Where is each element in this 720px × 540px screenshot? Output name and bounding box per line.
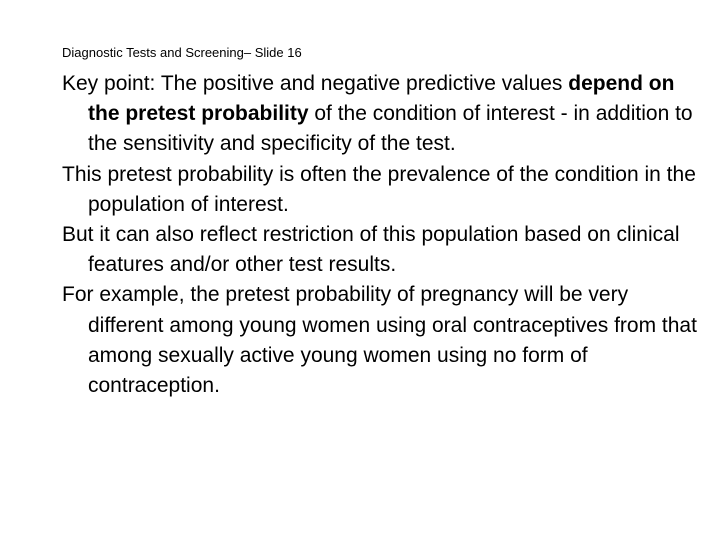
slide-body — [62, 69, 702, 401]
example-paragraph: For example, the pretest probability of pregnancy will be very different among young women using oral contraceptives from that among sexually active young women using no form of contraception. — [62, 283, 697, 398]
prevalence-paragraph: This pretest probability is often the prevalence of the condition in the population of interest. — [62, 162, 696, 216]
key-point-text-end: of the condition of interest - in addition to the sensitivity and specificity of the test. — [88, 102, 693, 156]
key-point-text-start: Key point: The positive and negative predictive values — [62, 72, 569, 95]
key-point-emphasis: depend on the pretest probability — [88, 72, 675, 126]
slide-header: Diagnostic Tests and Screening– Slide 16 — [62, 45, 302, 60]
restriction-paragraph: But it can also reflect restriction of this population based on clinical features and/or other test results. — [62, 223, 680, 277]
key-point-paragraph — [62, 69, 702, 160]
